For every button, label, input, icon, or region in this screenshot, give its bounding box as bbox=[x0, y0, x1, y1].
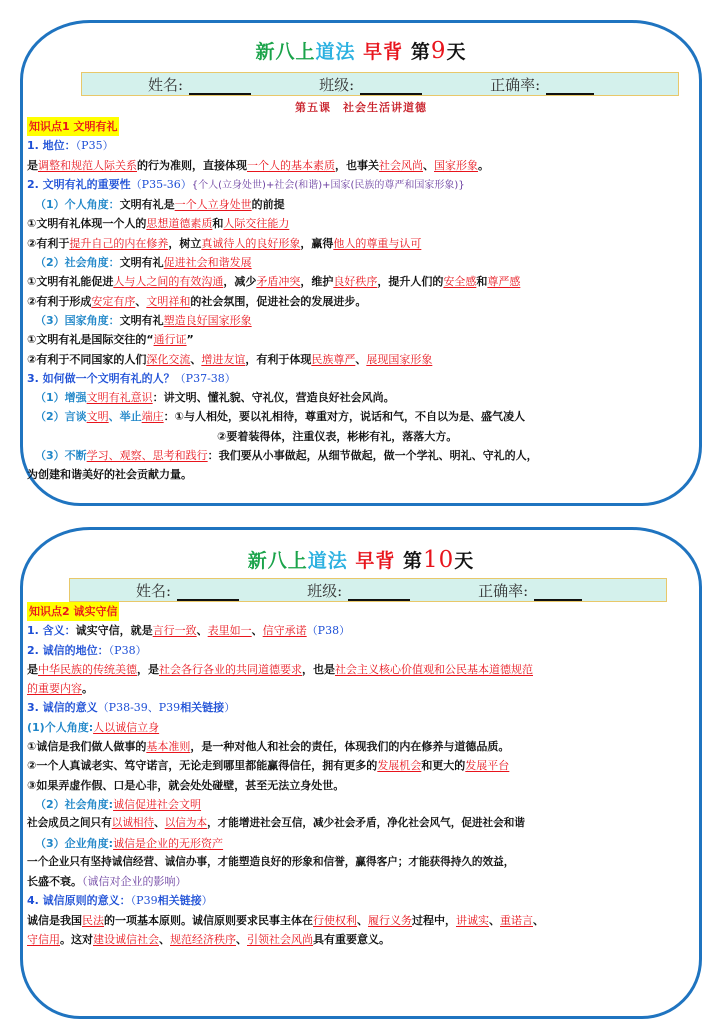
title-morning-recite: 早背 bbox=[355, 550, 396, 572]
text-line: ②有利于形成安定有序、文明祥和的社会氛围，促进社会的发展进步。 bbox=[27, 294, 367, 308]
accuracy-field[interactable] bbox=[490, 74, 594, 95]
text-line: 的重要内容。 bbox=[27, 682, 93, 696]
text-line: 3. 如何做一个文明有礼的人？（P37-38） bbox=[27, 371, 236, 385]
text-line: （1）增强文明有礼意识：讲文明、懂礼貌、守礼仪，营造良好社会风尚。 bbox=[35, 391, 395, 405]
text-line: 是调整和规范人际关系的行为准则，直接体现一个人的基本素质，也事关社会风尚、国家形象。 bbox=[27, 158, 489, 172]
text-line: （2）社会角度：文明有礼促进社会和谐发展 bbox=[35, 256, 252, 270]
title-day-number: 10 bbox=[423, 547, 455, 573]
name-blank[interactable] bbox=[177, 585, 239, 601]
name-blank[interactable] bbox=[189, 79, 251, 95]
class-label: 班级: bbox=[307, 581, 343, 600]
title-morning-recite: 早背 bbox=[363, 41, 404, 63]
accuracy-blank[interactable] bbox=[546, 79, 594, 95]
title-subject: 道法 bbox=[315, 41, 356, 63]
text-line: （2）社会角度:诚信促进社会文明 bbox=[35, 797, 202, 811]
name-label: 姓名: bbox=[136, 581, 172, 600]
name-label: 姓名: bbox=[148, 75, 184, 94]
text-line: ①文明有礼体现一个人的思想道德素质和人际交往能力 bbox=[27, 217, 290, 231]
text-line: ②要着装得体，注重仪表，彬彬有礼，落落大方。 bbox=[217, 429, 458, 443]
student-info-bar bbox=[81, 72, 679, 96]
class-blank[interactable] bbox=[360, 79, 422, 95]
text-line: ②有利于提升自己的内在修养，树立真诚待人的良好形象，赢得他人的尊重与认可 bbox=[27, 236, 422, 250]
text-line: 是中华民族的传统美德，是社会各行各业的共同道德要求，也是社会主义核心价值观和公民基本道德规范 bbox=[27, 662, 533, 676]
accuracy-label: 正确率: bbox=[478, 581, 529, 600]
title-prefix: 第 bbox=[402, 550, 423, 572]
text-line: 4. 诚信原则的意义：（P39相关链接） bbox=[27, 894, 213, 908]
title-grade: 新八上 bbox=[247, 550, 308, 572]
knowledge-point-heading: 知识点1 文明有礼 bbox=[27, 117, 119, 136]
title-day-number: 9 bbox=[430, 38, 447, 64]
title-grade: 新八上 bbox=[255, 41, 316, 63]
text-line: （2）言谈文明、举止端庄：①与人相处，要以礼相待，尊重对方，说话和气，不自以为是、盛气凌人 bbox=[35, 410, 525, 424]
text-line: 1. 含义：诚实守信，就是言行一致、表里如一、信守承诺（P38） bbox=[27, 624, 351, 638]
class-label: 班级: bbox=[319, 75, 355, 94]
text-line: （3）不断学习、观察、思考和践行：我们要从小事做起，从细节做起，做一个学礼、明礼、守礼的人， bbox=[35, 449, 538, 463]
text-line: 为创建和谐美好的社会贡献力量。 bbox=[27, 468, 192, 482]
class-field[interactable] bbox=[319, 74, 422, 95]
card-content bbox=[27, 602, 681, 949]
name-field[interactable] bbox=[136, 580, 239, 601]
class-blank[interactable] bbox=[348, 585, 410, 601]
text-line: ①文明有礼是国际交往的“通行证” bbox=[27, 333, 194, 347]
accuracy-field[interactable] bbox=[478, 580, 582, 601]
student-info-bar bbox=[69, 578, 667, 602]
text-line: ③如果弄虚作假、口是心非，就会处处碰壁，甚至无法立身处世。 bbox=[27, 778, 345, 792]
text-line: ①诚信是我们做人做事的基本准则，是一种对他人和社会的责任，体现我们的内在修养与道德品质。 bbox=[27, 740, 510, 754]
text-line: 一个企业只有坚持诚信经营、诚信办事，才能塑造良好的形象和信誉，赢得客户；才能获得持久的效益， bbox=[27, 855, 515, 868]
name-field[interactable] bbox=[148, 74, 251, 95]
text-line: 社会成员之间只有以诚相待、以信为本，才能增进社会互信，减少社会矛盾，净化社会风气，促进社会和谐 bbox=[27, 817, 525, 830]
title-suffix: 天 bbox=[446, 41, 467, 63]
accuracy-blank[interactable] bbox=[534, 585, 582, 601]
text-line: 2. 诚信的地位：（P38） bbox=[27, 643, 147, 657]
text-line: ②有利于不同国家的人们深化交流、增进友谊，有利于体现民族尊严、展现国家形象 bbox=[27, 352, 433, 366]
text-line: 1. 地位：（P35） bbox=[27, 139, 114, 153]
text-line: 守信用。这对建设诚信社会、规范经济秩序、引领社会风尚具有重要意义。 bbox=[27, 933, 390, 947]
card-content bbox=[27, 117, 681, 485]
day-10-card bbox=[20, 527, 702, 1019]
text-line: 2. 文明有礼的重要性（P35-36）{个人(立身处世)+社会(和谐)+国家(民族的尊严和国家形象)} bbox=[27, 177, 465, 191]
title-suffix: 天 bbox=[454, 550, 475, 572]
lesson-title: 第五课 社会生活讲道德 bbox=[295, 101, 427, 114]
text-line: （3）企业角度:诚信是企业的无形资产 bbox=[35, 836, 224, 850]
text-line: 长盛不衰。（诚信对企业的影响） bbox=[27, 875, 187, 889]
knowledge-point-heading: 知识点2 诚实守信 bbox=[27, 602, 119, 621]
class-field[interactable] bbox=[307, 580, 410, 601]
title-prefix: 第 bbox=[410, 41, 431, 63]
accuracy-label: 正确率: bbox=[490, 75, 541, 94]
text-line: ②一个人真诚老实、笃守诺言，无论走到哪里都能赢得信任，拥有更多的发展机会和更大的发展平台 bbox=[27, 759, 510, 773]
text-line: ①文明有礼能促进人与人之间的有效沟通，减少矛盾冲突，维护良好秩序，提升人们的安全感和尊严感 bbox=[27, 275, 521, 289]
text-line: 诚信是我国民法的一项基本原则。诚信原则要求民事主体在行使权利、履行义务过程中，讲诚实、重诺言、 bbox=[27, 913, 544, 927]
title-subject: 道法 bbox=[307, 550, 348, 572]
text-line: （3）国家角度：文明有礼塑造良好国家形象 bbox=[35, 313, 252, 327]
text-line: 3. 诚信的意义（P38-39、P39相关链接） bbox=[27, 701, 236, 715]
text-line: （1）个人角度：文明有礼是一个人立身处世的前提 bbox=[35, 198, 285, 212]
text-line: (1)个人角度:人以诚信立身 bbox=[27, 720, 160, 734]
day-9-card bbox=[20, 20, 702, 506]
card-title bbox=[23, 546, 699, 573]
card-title bbox=[23, 37, 699, 64]
